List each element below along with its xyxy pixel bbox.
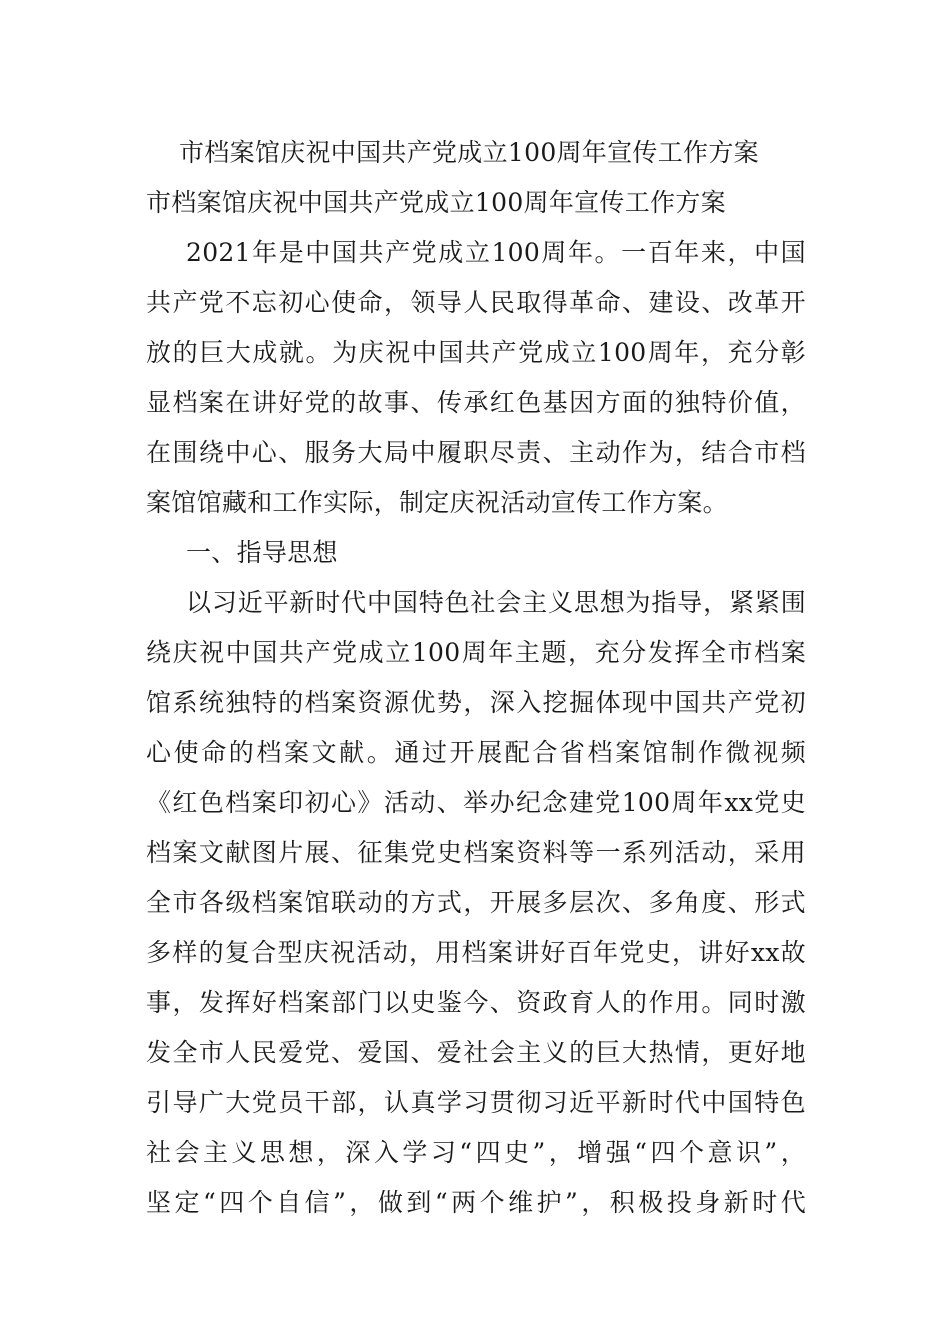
paragraph-intro (146, 228, 806, 528)
paragraph-line: 《红色档案印初心》活动、举办纪念建党100周年xx党史 (146, 788, 806, 817)
paragraph-line: 2021年是中国共产党成立100周年。一百年来，中国 (186, 238, 806, 267)
document-title: 市档案馆庆祝中国共产党成立100周年宣传工作方案 (179, 138, 759, 167)
paragraph-line: 在围绕中心、服务大局中履职尽责、主动作为，结合市档 (146, 438, 806, 467)
paragraph-line: 引导广大党员干部，认真学习贯彻习近平新时代中国特色 (146, 1088, 806, 1117)
document-subtitle: 市档案馆庆祝中国共产党成立100周年宣传工作方案 (146, 188, 726, 217)
paragraph-line: 案馆馆藏和工作实际，制定庆祝活动宣传工作方案。 (146, 488, 728, 517)
paragraph-line: 档案文献图片展、征集党史档案资料等一系列活动，采用 (146, 838, 806, 867)
paragraph-line: 共产党不忘初心使命，领导人民取得革命、建设、改革开 (146, 288, 806, 317)
paragraph-line: 绕庆祝中国共产党成立100周年主题，充分发挥全市档案 (146, 638, 806, 667)
paragraph-line: 社会主义思想，深入学习“四史”，增强“四个意识”， (146, 1138, 806, 1167)
paragraph-line: 显档案在讲好党的故事、传承红色基因方面的独特价值， (146, 388, 806, 417)
document-body (146, 128, 806, 1228)
paragraph-line: 事，发挥好档案部门以史鉴今、资政育人的作用。同时激 (146, 988, 806, 1017)
paragraph-guiding-thought (146, 578, 806, 1228)
section-heading: 一、指导思想 (186, 538, 338, 567)
paragraph-line: 发全市人民爱党、爱国、爱社会主义的巨大热情，更好地 (146, 1038, 806, 1067)
paragraph-line: 全市各级档案馆联动的方式，开展多层次、多角度、形式 (146, 888, 806, 917)
paragraph-line: 放的巨大成就。为庆祝中国共产党成立100周年，充分彰 (146, 338, 806, 367)
paragraph-line: 心使命的档案文献。通过开展配合省档案馆制作微视频 (146, 738, 806, 767)
paragraph-line: 以习近平新时代中国特色社会主义思想为指导，紧紧围 (186, 588, 806, 617)
paragraph-line: 坚定“四个自信”，做到“两个维护”，积极投身新时代 (146, 1188, 806, 1217)
paragraph-line: 馆系统独特的档案资源优势，深入挖掘体现中国共产党初 (146, 688, 806, 717)
paragraph-line: 多样的复合型庆祝活动，用档案讲好百年党史，讲好xx故 (146, 938, 806, 967)
